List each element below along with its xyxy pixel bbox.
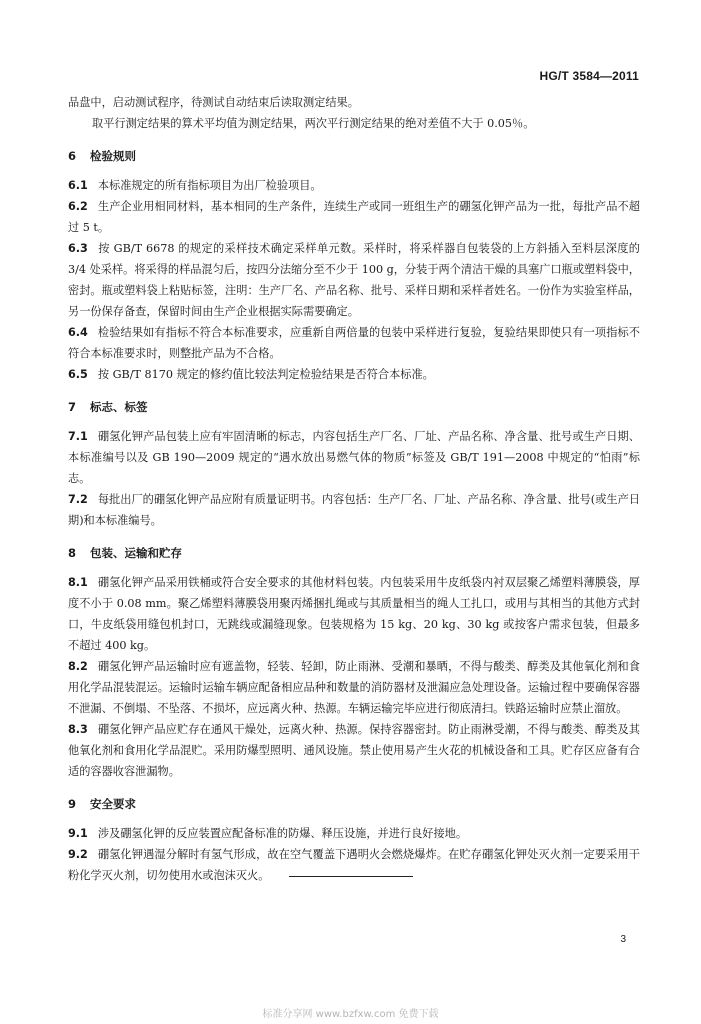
clause-text: 硼氢化钾产品应贮存在通风干燥处，远离火种、热源。保持容器密封。防止雨淋受潮，不得与酸类、醇类及其他氧化剂和食用化学品混贮。采用防爆型照明、通风设施。禁止使用易产生火花的机械设备和工具。贮存区应备有合适的容器收容泄漏物。 <box>68 723 640 778</box>
intro-paragraph: 品盘中，启动测试程序，待测试自动结束后读取测定结果。 <box>68 96 359 109</box>
section-number: 8 <box>68 546 77 560</box>
clause-number: 6.1 <box>68 179 88 192</box>
clause-paragraph <box>68 322 640 364</box>
clause-number: 7.2 <box>68 493 88 506</box>
section-title: 包装、运输和贮存 <box>90 546 182 560</box>
clause-paragraph <box>68 489 640 531</box>
clause-paragraph <box>68 844 640 886</box>
clause-paragraph <box>68 719 640 782</box>
clause-paragraph <box>68 823 640 844</box>
end-divider <box>289 876 413 877</box>
section-heading <box>68 146 640 167</box>
clause-number: 9.2 <box>68 848 88 861</box>
clause-text: 本标准规定的所有指标项目为出厂检验项目。 <box>97 179 322 192</box>
standard-code: HG/T 3584—2011 <box>539 69 639 83</box>
clause-number: 6.3 <box>68 242 88 255</box>
document-body <box>68 92 640 886</box>
section-heading <box>68 543 640 564</box>
clause-text: 硼氢化钾产品包装上应有牢固清晰的标志，内容包括生产厂名、厂址、产品名称、净含量、批号或生产日期、本标准编号以及 GB 190—2009 规定的“遇水放出易燃气体的物质”标签及 GB/T 191—2008 中规定的“怕雨”标志。 <box>68 430 640 485</box>
intro-paragraph: 取平行测定结果的算术平均值为测定结果，两次平行测定结果的绝对差值不大于 0.05％。 <box>92 117 535 130</box>
clause-number: 6.2 <box>68 200 88 213</box>
clause-text: 检验结果如有指标不符合本标准要求，应重新自两倍量的包装中采样进行复验，复验结果即使只有一项指标不符合本标准要求时，则整批产品为不合格。 <box>68 326 640 360</box>
section-number: 9 <box>68 797 77 811</box>
section-number: 7 <box>68 400 77 414</box>
clause-paragraph <box>68 426 640 489</box>
clause-number: 6.5 <box>68 368 88 381</box>
clause-paragraph <box>68 364 640 385</box>
clause-paragraph <box>68 238 640 322</box>
page-number: 3 <box>620 934 626 945</box>
section-title: 标志、标签 <box>90 400 148 414</box>
section-number: 6 <box>68 149 77 163</box>
clause-number: 8.2 <box>68 660 88 673</box>
clause-paragraph <box>68 572 640 656</box>
watermark-text: 标准分享网 www.bzfxw.com 免费下载 <box>262 1009 439 1020</box>
clause-paragraph <box>68 175 640 196</box>
clause-text: 生产企业用相同材料，基本相同的生产条件，连续生产或同一班组生产的硼氢化钾产品为一批，每批产品不超过 5 t。 <box>68 200 640 234</box>
clause-text: 硼氢化钾遇湿分解时有氢气形成，故在空气覆盖下遇明火会燃烧爆炸。在贮存硼氢化钾处灭火剂一定要采用干粉化学灭火剂，切勿使用水或泡沫灭火。 <box>68 848 640 882</box>
clause-paragraph <box>68 196 640 238</box>
clause-number: 7.1 <box>68 430 88 443</box>
section-heading <box>68 794 640 815</box>
clause-text: 每批出厂的硼氢化钾产品应附有质量证明书。内容包括：生产厂名、厂址、产品名称、净含量、批号(或生产日期)和本标准编号。 <box>68 493 640 527</box>
clause-number: 8.1 <box>68 576 88 589</box>
clause-text: 按 GB/T 8170 规定的修约值比较法判定检验结果是否符合本标准。 <box>97 368 434 381</box>
clause-paragraph <box>68 656 640 719</box>
clause-text: 硼氢化钾产品运输时应有遮盖物，轻装、轻卸，防止雨淋、受潮和暴晒，不得与酸类、醇类及其他氧化剂和食用化学品混装混运。运输时运输车辆应配备相应品种和数量的消防器材及泄漏应急处理设备。运输过程中要确保容器不泄漏、不倒塌、不坠落、不损坏，应远离火种、热源。车辆运输完毕应进行彻底清扫。铁路运输时应禁止溜放。 <box>68 660 640 715</box>
clause-text: 硼氢化钾产品采用铁桶或符合安全要求的其他材料包装。内包装采用牛皮纸袋内衬双层聚乙烯塑料薄膜袋，厚度不小于 0.08 mm。聚乙烯塑料薄膜袋用聚丙烯捆扎绳或与其质量相当的绳人工扎口，或用与其相当的其他方式封口，牛皮纸袋用缝包机封口，无跳线或漏缝现象。包装规格为 15 kg、20 kg、30 kg 或按客户需求包装，但最多不超过 400 kg。 <box>68 576 640 652</box>
clause-number: 9.1 <box>68 827 88 840</box>
clause-number: 6.4 <box>68 326 88 339</box>
clause-text: 涉及硼氢化钾的反应装置应配备标准的防爆、释压设施，并进行良好接地。 <box>97 827 468 840</box>
section-title: 安全要求 <box>90 797 136 811</box>
section-heading <box>68 397 640 418</box>
clause-text: 按 GB/T 6678 的规定的采样技术确定采样单元数。采样时，将采样器自包装袋的上方斜插入至料层深度的 3/4 处采样。将采得的样品混匀后，按四分法缩分至不少于 100 g，分装于两个清洁干燥的具塞广口瓶或塑料袋中，密封。瓶或塑料袋上粘贴标签，注明：生产厂名、产品名称、批号、采样日期和采样者姓名。一份作为实验室样品，另一份保存备查，保留时间由生产企业根据实际需要确定。 <box>68 242 640 318</box>
section-title: 检验规则 <box>90 149 136 163</box>
clause-number: 8.3 <box>68 723 88 736</box>
